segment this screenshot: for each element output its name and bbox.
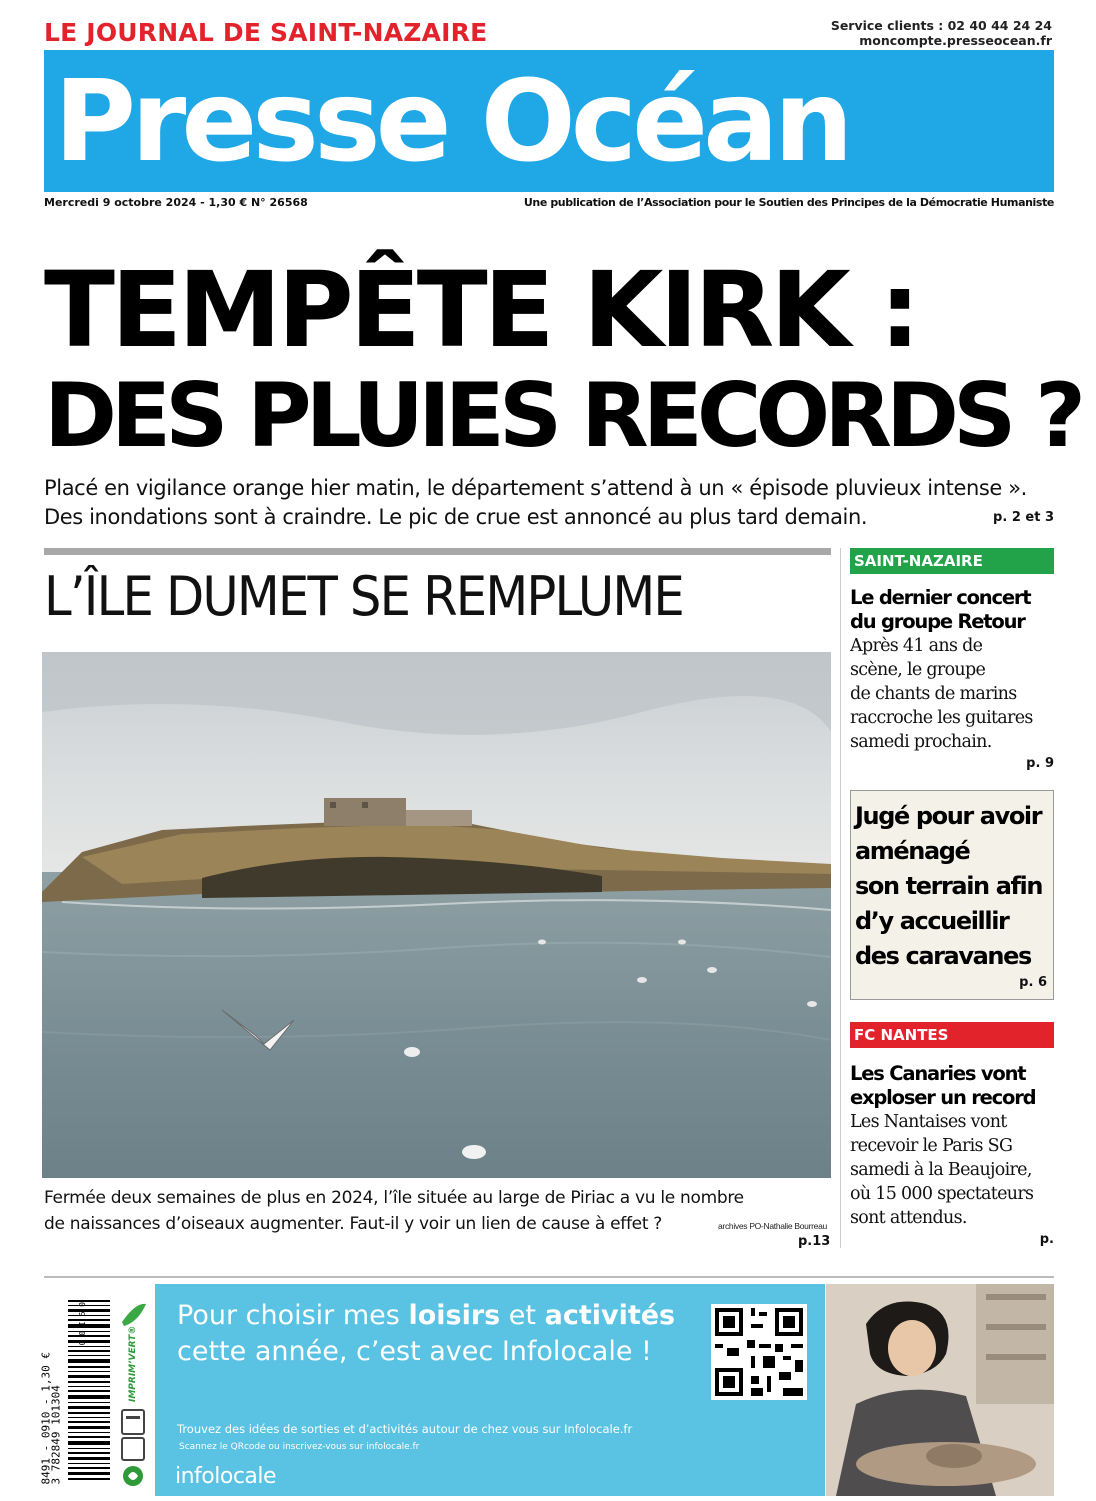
lead-page-ref: p. 2 et 3	[993, 510, 1054, 525]
ad-bold-activites: activités	[544, 1300, 676, 1331]
sidebar-text: de chants de marins	[850, 684, 1017, 704]
qr-code[interactable]	[711, 1304, 807, 1400]
island-photo-illustration	[42, 652, 831, 1178]
barcode-digits-top: 3 782849 101304	[49, 1385, 63, 1485]
section-tag: FC NANTES	[850, 1022, 1054, 1048]
feature-page-ref: p.13	[798, 1234, 831, 1249]
lede-line: Placé en vigilance orange hier matin, le département s’attend à un « épisode pluvieux intense ».	[44, 476, 1027, 500]
infolocale-advert[interactable]	[155, 1284, 825, 1496]
edition-kicker: LE JOURNAL DE SAINT-NAZAIRE	[44, 18, 488, 47]
boxed-headline-line: des caravanes	[855, 942, 1031, 970]
boxed-headline	[855, 799, 1053, 974]
sidebar-item-saint-nazaire[interactable]	[850, 548, 1054, 771]
ad-photo-pottery	[826, 1284, 1054, 1496]
barcode	[39, 1282, 120, 1496]
ad-text: Pour choisir mes	[177, 1300, 409, 1331]
sidebar-text: samedi prochain.	[850, 732, 992, 752]
sidebar-headline: Les Canaries vont	[850, 1062, 1026, 1085]
sidebar-boxed-story[interactable]	[850, 790, 1054, 1000]
photo-credit: archives PO-Nathalie Bourreau	[718, 1221, 827, 1231]
ad-headline-line2: cette année, c’est avec Infolocale !	[177, 1336, 652, 1367]
imprim-vert-block	[118, 1282, 148, 1492]
dateline: Mercredi 9 octobre 2024 - 1,30 € N° 26568	[44, 196, 308, 209]
ad-headline-line1	[177, 1298, 675, 1334]
recycle-bin-icon	[122, 1410, 144, 1434]
sidebar-page-ref: p. 9	[1026, 756, 1054, 771]
infolocale-logo: infolocale	[175, 1464, 277, 1489]
sidebar-text: Après 41 ans de	[850, 636, 983, 656]
caption-line: Fermée deux semaines de plus en 2024, l’île située au large de Piriac a vu le nombre	[44, 1188, 744, 1208]
sidebar-headline: Le dernier concert	[850, 586, 1031, 609]
boxed-headline-line: Jugé pour avoir	[855, 802, 1042, 830]
lead-headline-line2: DES PLUIES RECORDS ?	[44, 364, 1081, 467]
feature-photo-ile-dumet	[42, 652, 831, 1178]
sidebar-text: où 15 000 spectateurs	[850, 1184, 1034, 1204]
boxed-headline-line: aménagé	[855, 837, 970, 865]
masthead-title: Presse Océan	[54, 57, 849, 187]
sidebar-text: Les Nantaises vont	[850, 1112, 1007, 1132]
masthead-banner	[44, 50, 1054, 192]
boxed-headline-line: son terrain afin	[855, 872, 1043, 900]
section-rule	[44, 548, 831, 555]
column-divider	[840, 548, 841, 1248]
ad-headline	[177, 1298, 675, 1370]
boxed-page-ref: p. 6	[1019, 975, 1047, 990]
qr-code-icon	[711, 1304, 807, 1400]
feature-caption	[44, 1185, 744, 1237]
barcode-digits-bottom: 8491 - 0910 - 1,30 €	[39, 1352, 53, 1485]
sidebar-headline: exploser un record	[850, 1086, 1036, 1109]
ad-bold-loisirs: loisirs	[408, 1300, 501, 1331]
paper-icon	[122, 1438, 144, 1460]
sidebar-page-ref: p.	[1039, 1232, 1054, 1247]
publisher-line: Une publication de l’Association pour le Soutien des Principes de la Démocratie Humaniste	[523, 196, 1054, 209]
sidebar-text: samedi à la Beaujoire,	[850, 1160, 1032, 1180]
sidebar-text: raccroche les guitares	[850, 708, 1033, 728]
sidebar-text: scène, le groupe	[850, 660, 986, 680]
lead-standfirst	[44, 474, 1056, 532]
eco-icons	[118, 1282, 148, 1492]
sidebar-headline: du groupe Retour	[850, 610, 1025, 633]
bottom-rule	[44, 1276, 1054, 1278]
boxed-headline-line: d’y accueillir	[855, 907, 1009, 935]
leaf-icon	[122, 1304, 146, 1326]
imprim-vert-label: IMPRIM’VERT®	[128, 1325, 138, 1402]
lead-headline-line1: TEMPÊTE KIRK :	[44, 249, 917, 371]
caption-line: de naissances d’oiseaux augmenter. Faut-il y voir un lien de cause à effet ?	[44, 1214, 663, 1234]
section-tag: SAINT-NAZAIRE	[850, 548, 1054, 574]
ad-subtext: Trouvez des idées de sorties et d’activités autour de chez vous sur Infolocale.fr	[177, 1422, 633, 1436]
sidebar-text: recevoir le Paris SG	[850, 1136, 1013, 1156]
service-phone: Service clients : 02 40 44 24 24	[830, 18, 1052, 33]
sidebar-item-fc-nantes[interactable]	[850, 1022, 1054, 1247]
service-clients	[831, 18, 1052, 48]
potter-photo-illustration	[826, 1284, 1054, 1496]
ad-text: et	[500, 1300, 545, 1331]
ad-subtext-small: Scannez le QRcode ou inscrivez-vous sur infolocale.fr	[179, 1442, 420, 1452]
sidebar-text: sont attendus.	[850, 1208, 967, 1228]
issue-digits: 0 9 1 0 0	[77, 1302, 86, 1346]
feature-title: L’ÎLE DUMET SE REMPLUME	[44, 565, 683, 628]
service-url[interactable]: moncompte.presseocean.fr	[859, 33, 1052, 48]
lede-line: Des inondations sont à craindre. Le pic de crue est annoncé au plus tard demain.	[44, 505, 868, 529]
